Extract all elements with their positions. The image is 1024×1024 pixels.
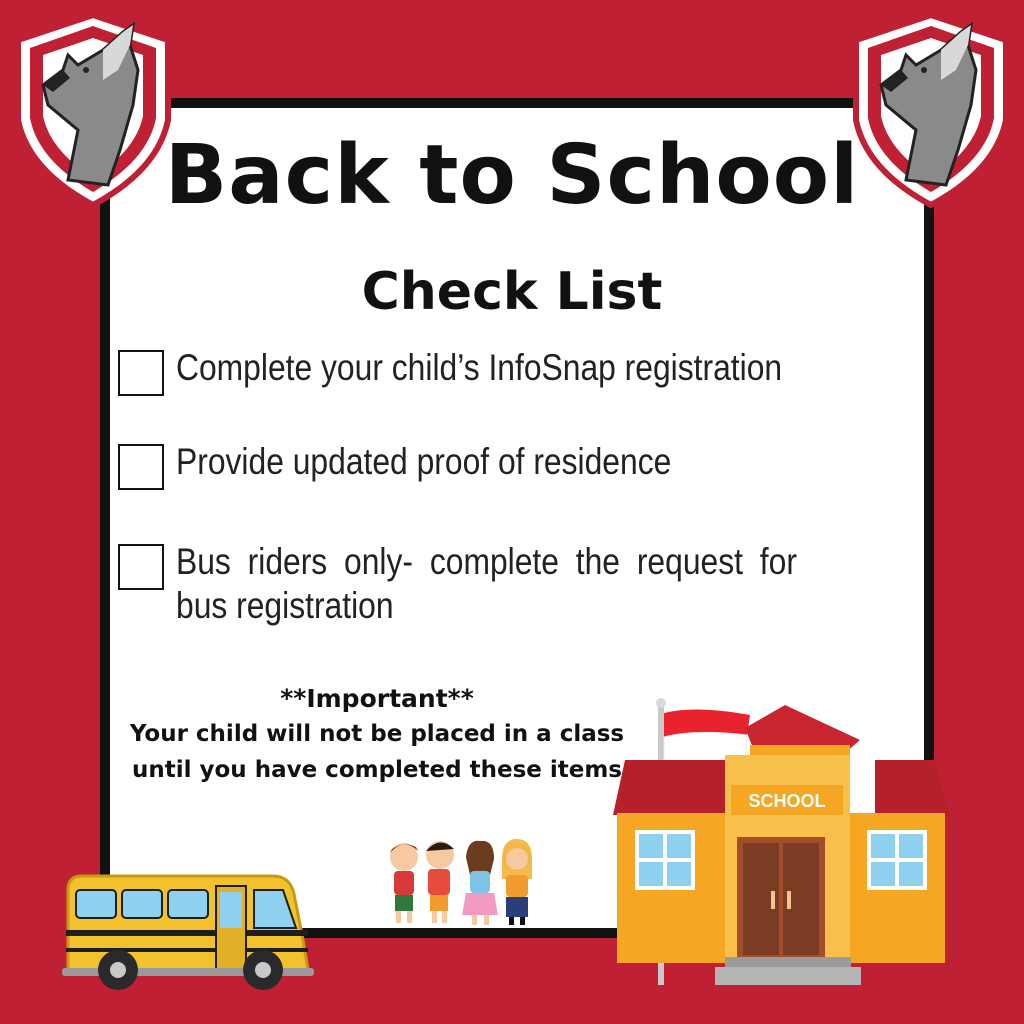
school-building-icon [605, 695, 950, 995]
page-title: Back to School [164, 128, 860, 223]
checkbox[interactable] [118, 444, 164, 490]
school-bus-icon [58, 870, 318, 995]
important-heading: **Important** [280, 684, 474, 713]
page-subtitle: Check List [361, 262, 663, 322]
school-sign: SCHOOL [748, 791, 826, 811]
checklist-item-label: Provide updated proof of residence [176, 441, 672, 482]
checklist-item-residence[interactable] [118, 440, 898, 490]
checklist-item-bus[interactable] [118, 540, 898, 628]
important-line-2: until you have completed these items [132, 757, 622, 783]
important-line-1: Your child will not be placed in a class [129, 721, 625, 747]
checkbox[interactable] [118, 544, 164, 590]
checkbox[interactable] [118, 350, 164, 396]
checklist-item-infosnap[interactable] [118, 346, 898, 396]
kids-group-icon [382, 835, 542, 930]
checklist-item-label: Bus riders only- complete the request for bus registration [176, 541, 797, 626]
checklist-item-label: Complete your child’s InfoSnap registration [176, 347, 783, 388]
important-note [112, 682, 642, 788]
